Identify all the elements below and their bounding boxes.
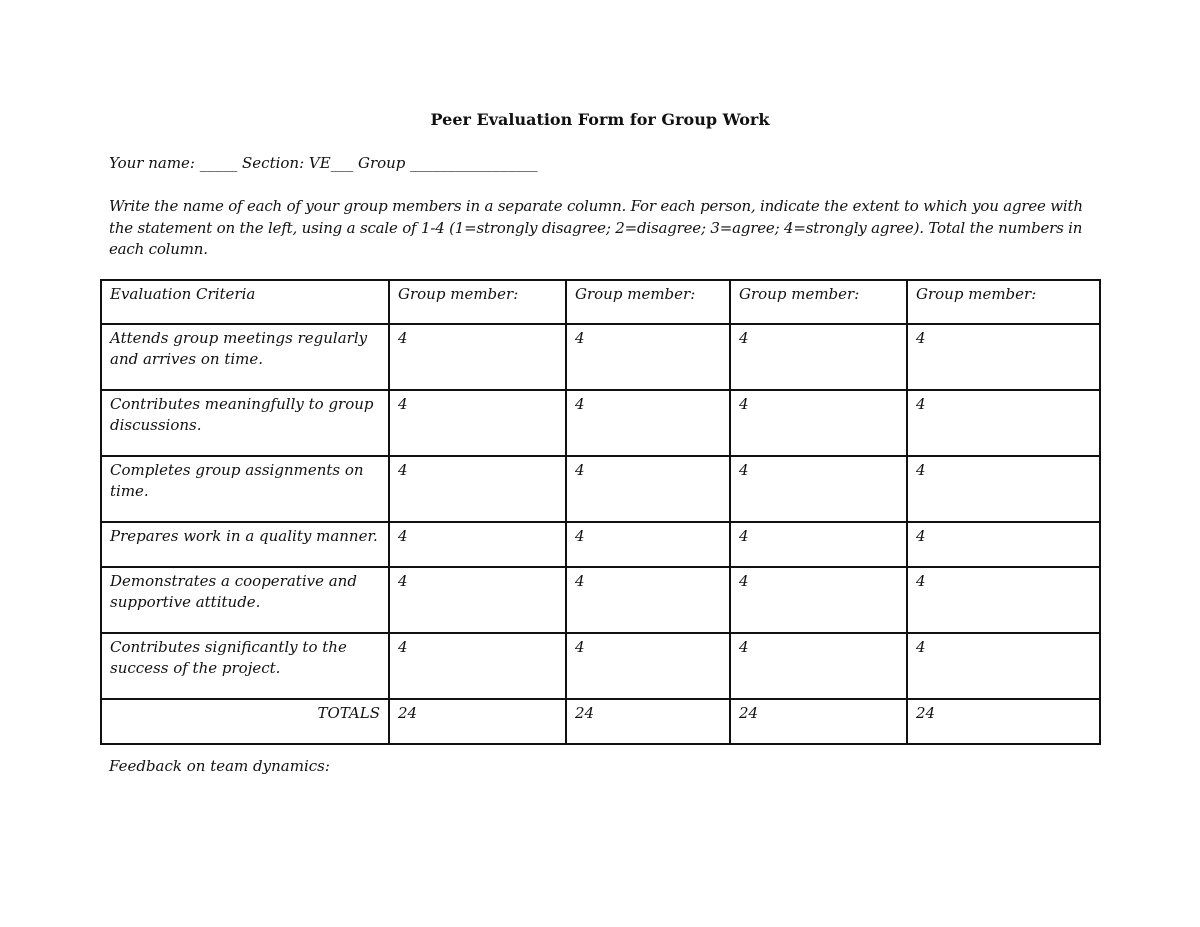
totals-label: TOTALS xyxy=(101,699,389,744)
score-cell: 4 xyxy=(907,633,1100,699)
total-cell: 24 xyxy=(566,699,730,744)
score-cell: 4 xyxy=(389,456,566,522)
score-cell: 4 xyxy=(566,390,730,456)
score-cell: 4 xyxy=(389,633,566,699)
header-group-member-3: Group member: xyxy=(730,280,907,324)
score-cell: 4 xyxy=(730,390,907,456)
name-section-group-line: Your name: _____ Section: VE___ Group _________________ xyxy=(109,154,538,172)
criterion-cell: Attends group meetings regularly and arrives on time. xyxy=(101,324,389,390)
criterion-cell: Contributes significantly to the success of the project. xyxy=(101,633,389,699)
table-row xyxy=(101,522,1100,567)
header-group-member-1: Group member: xyxy=(389,280,566,324)
table-row xyxy=(101,390,1100,456)
table-row xyxy=(101,324,1100,390)
score-cell: 4 xyxy=(389,324,566,390)
header-evaluation-criteria: Evaluation Criteria xyxy=(101,280,389,324)
score-cell: 4 xyxy=(730,522,907,567)
score-cell: 4 xyxy=(730,456,907,522)
criterion-cell: Completes group assignments on time. xyxy=(101,456,389,522)
total-cell: 24 xyxy=(389,699,566,744)
criterion-cell: Contributes meaningfully to group discussions. xyxy=(101,390,389,456)
score-cell: 4 xyxy=(566,456,730,522)
page-title: Peer Evaluation Form for Group Work xyxy=(430,110,770,129)
header-group-member-2: Group member: xyxy=(566,280,730,324)
score-cell: 4 xyxy=(907,390,1100,456)
score-cell: 4 xyxy=(730,324,907,390)
score-cell: 4 xyxy=(907,456,1100,522)
total-cell: 24 xyxy=(907,699,1100,744)
totals-row xyxy=(101,699,1100,744)
score-cell: 4 xyxy=(389,390,566,456)
score-cell: 4 xyxy=(907,567,1100,633)
score-cell: 4 xyxy=(907,324,1100,390)
header-group-member-4: Group member: xyxy=(907,280,1100,324)
score-cell: 4 xyxy=(389,522,566,567)
criterion-cell: Demonstrates a cooperative and supportive attitude. xyxy=(101,567,389,633)
score-cell: 4 xyxy=(389,567,566,633)
table-row xyxy=(101,633,1100,699)
feedback-label: Feedback on team dynamics: xyxy=(109,757,330,775)
table-row xyxy=(101,567,1100,633)
criterion-cell: Prepares work in a quality manner. xyxy=(101,522,389,567)
table-row xyxy=(101,456,1100,522)
score-cell: 4 xyxy=(566,522,730,567)
evaluation-table xyxy=(100,279,1101,745)
table-header-row xyxy=(101,280,1100,324)
score-cell: 4 xyxy=(566,324,730,390)
instructions-paragraph: Write the name of each of your group members in a separate column. For each person, indicate the extent to which you agree with the statement on the left, using a scale of 1-4 (1=strongly disagree; 2=disagree; 3=agree; 4=strongly agree). Total the numbers in each column. xyxy=(109,197,1083,258)
score-cell: 4 xyxy=(730,567,907,633)
score-cell: 4 xyxy=(566,633,730,699)
score-cell: 4 xyxy=(566,567,730,633)
total-cell: 24 xyxy=(730,699,907,744)
score-cell: 4 xyxy=(907,522,1100,567)
score-cell: 4 xyxy=(730,633,907,699)
